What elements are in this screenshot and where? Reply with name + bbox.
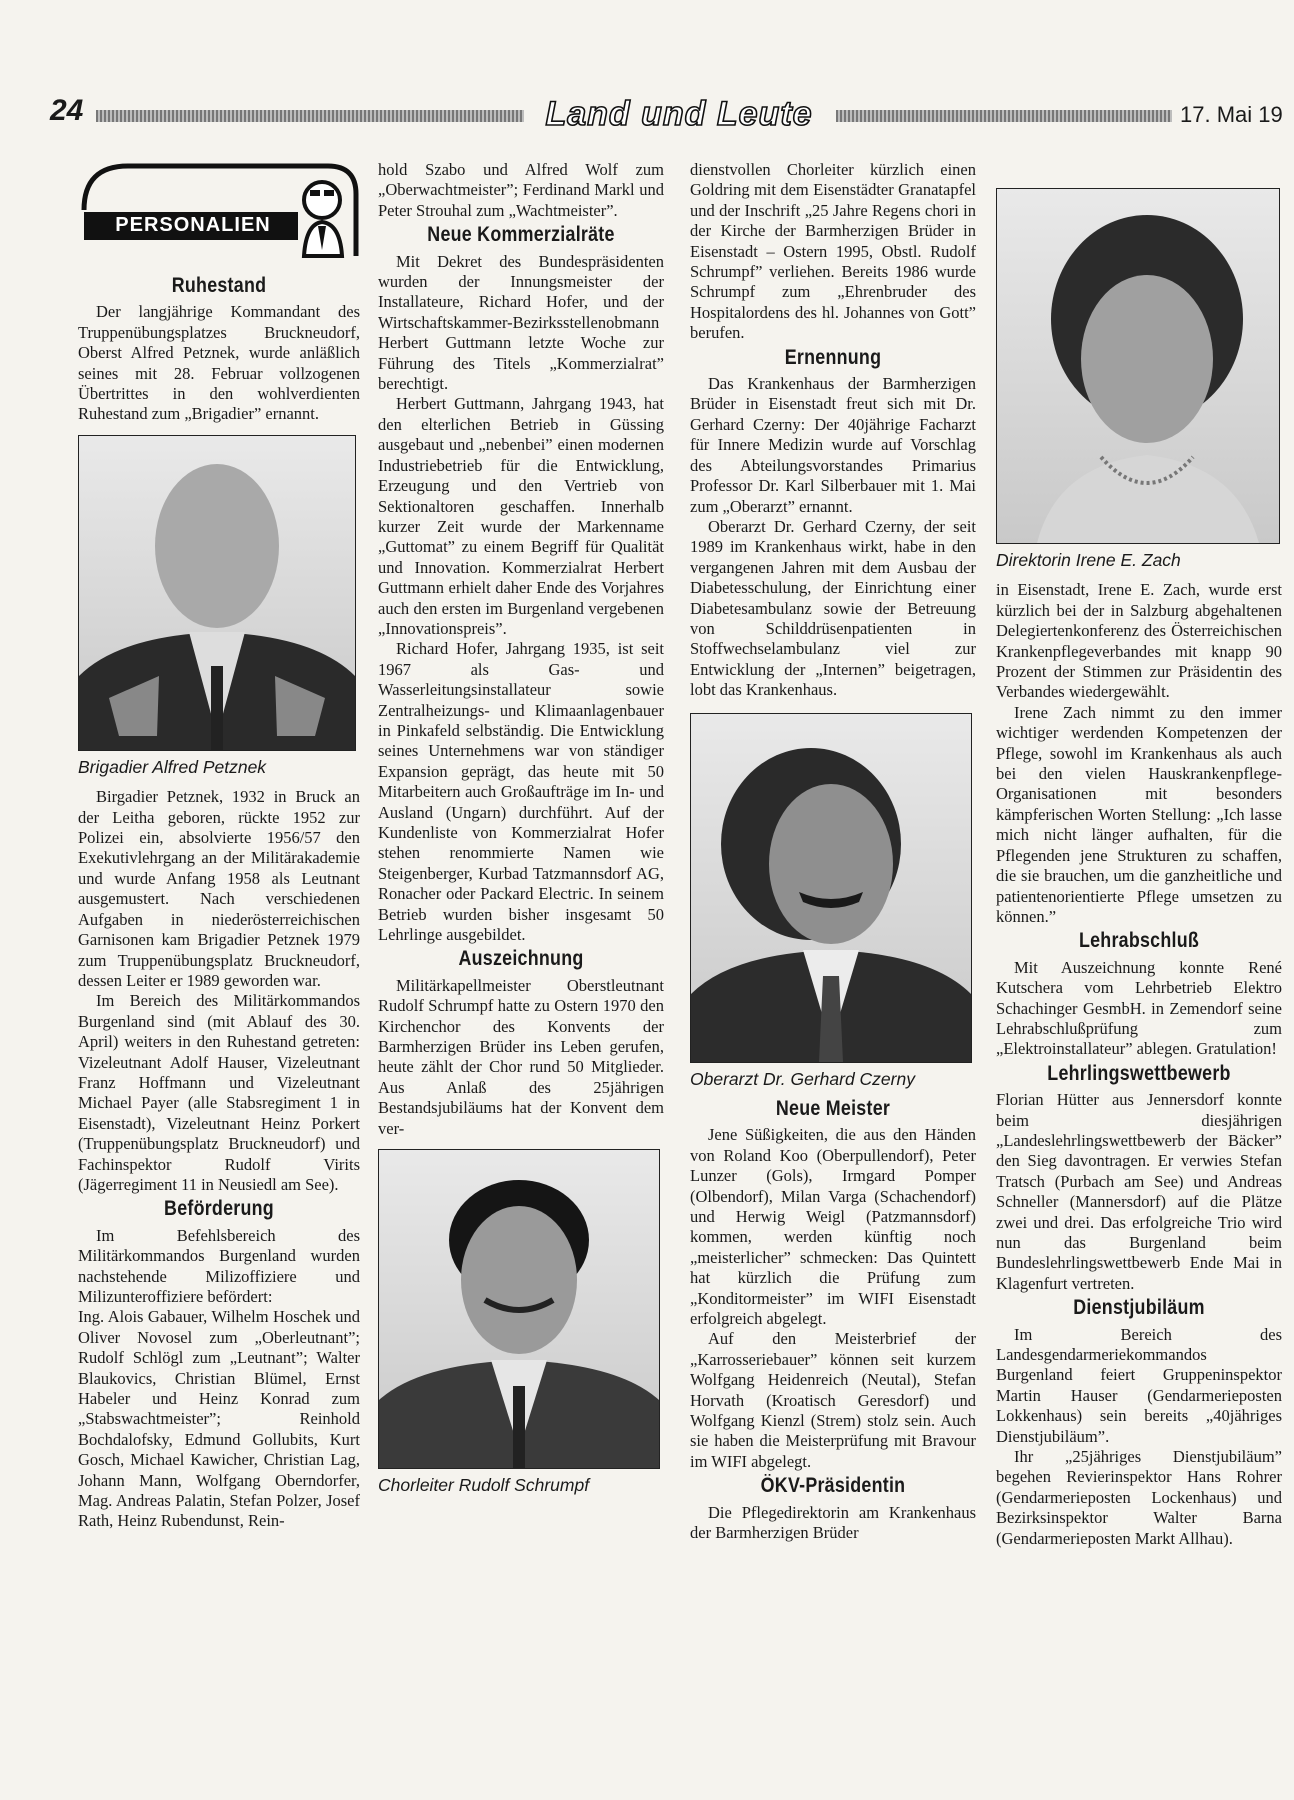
issue-date: 17. Mai 19 — [1180, 102, 1283, 127]
para-zach-election: in Eisenstadt, Irene E. Zach, wurde erst kürzlich bei der in Salzburg abgehaltenen Delegiertenkonferenz des Österreichischen Krankenpflegeverbandes mit knapp 90 Prozent der Stimmen zur Präsidentin des Verbandes wiedergewählt. — [996, 580, 1282, 702]
heading-befoerderung: Beförderung — [164, 1197, 274, 1221]
header-rule-right — [836, 110, 1172, 122]
photo-zach — [996, 188, 1280, 544]
para-schrumpf: Militärkapellmeister Oberstleutnant Rudolf Schrumpf hatte zu Ostern 1970 den Kirchenchor des Konvents der Barmherzigen Brüder ins Leben gerufen, heute zählt der Chor rund 50 Mitglieder. Aus Anlaß des 25jährigen Bestandsjubiläums hat der Konvent dem ver- — [378, 975, 664, 1138]
portrait-man-suit-icon — [691, 714, 971, 1062]
para-kommerzialraete-intro: Mit Dekret des Bundespräsidenten wurden der Innungsmeister der Installateure, Richard Hofer, und der Wirtschaftskammer-Bezirksstellenobmann Herbert Guttmann letzte Woche zur Führung des Titels „Kommerzialrat” berechtigt. — [378, 251, 664, 394]
heading-neue-meister: Neue Meister — [775, 1096, 891, 1120]
heading-lehrabschluss: Lehrabschluß — [1078, 929, 1200, 953]
personalien-label: PERSONALIEN — [115, 214, 271, 236]
page-number: 24 — [50, 94, 84, 127]
para-hauser-jubilaeum: Im Bereich des Landesgendarmeriekommandos Burgenland feiert Gruppeninspektor Martin Hauser (Gendarmerieposten Lokkenhaus) sein bereits „40jähriges Dienstjubiläum”. — [996, 1324, 1282, 1446]
personalien-rubric — [78, 160, 360, 270]
caption-petznek: Brigadier Alfred Petznek — [78, 756, 267, 777]
column-1 — [78, 160, 360, 1790]
para-karrosseriebauer: Auf den Meisterbrief der „Karrosseriebauer” können seit kurzem Wolfgang Heidenreich (Neutal), Stefan Horvath (Kroatisch Geresdorf) und Wolfgang Kienzl (Strem) stolz sein. Auch sie haben die Meisterprüfung mit Bravour im WIFI abgelegt. — [690, 1329, 976, 1471]
photo-schrumpf — [378, 1149, 660, 1469]
photo-petznek — [78, 435, 356, 751]
heading-oekv: ÖKV-Präsidentin — [760, 1474, 906, 1498]
portrait-woman-icon — [997, 189, 1279, 543]
heading-dienstjubilaeum: Dienstjubiläum — [1073, 1296, 1205, 1320]
caption-schrumpf: Chorleiter Rudolf Schrumpf — [378, 1475, 590, 1496]
masthead-logo: Land und Leute — [545, 95, 813, 133]
para-guttmann: Herbert Guttmann, Jahrgang 1943, hat den elterlichen Betrieb in Güssing ausgebaut und „nebenbei” einen modernen Industriebetrieb für die Entwicklung, Erzeugung und den Vertrieb von Sektionaltoren geschaffen. Innerhalb kurzer Zeit wurde der Markenname „Guttomat” zu einem Begriff für Qualität und Innovation. Kommerzialrat Herbert Guttmann erhielt daher Ende des Vorjahres auch den ersten im Burgenland vergebenen „Innovationspreis”. — [378, 394, 664, 638]
portrait-man-uniform-icon — [379, 1150, 659, 1468]
para-kutschera: Mit Auszeichnung konnte René Kutschera vom Lehrbetrieb Elektro Schachinger GesmbH. in Zemendorf seine Lehrabschlußprüfung zum „Elektroinstallateur” ablegen. Gratulation! — [996, 957, 1282, 1059]
portrait-man-uniform-icon — [79, 436, 355, 750]
heading-lehrlingswettbewerb: Lehrlingswettbewerb — [1047, 1061, 1231, 1085]
page-header — [0, 0, 1294, 150]
header-rule-left — [96, 110, 524, 122]
para-rohrer-barna: Ihr „25jähriges Dienstjubiläum” begehen Revierinspektor Hans Rohrer (Gendarmerieposten Lockenhaus) und Bezirksinspektor Walter Barna (Gendarmerieposten Markt Allhau). — [996, 1447, 1282, 1548]
caption-czerny: Oberarzt Dr. Gerhard Czerny — [690, 1068, 915, 1089]
para-petznek-career: Birgadier Petznek, 1932 in Bruck an der Leitha geboren, rückte 1952 zur Polizei ein, absolvierte 1956/57 den Exekutivlehrgang an der Militärakademie und wurde Anfang 1958 als Leutnant ausgemustert. Nach verschiedenen Aufgaben in niederösterreichischen Garnisonen kam Brigadier Petznek 1979 zum Truppenübungsplatz Bruckneudorf, dessen Leiter er 1989 geworden war. — [78, 787, 360, 990]
para-czerny-work: Oberarzt Dr. Gerhard Czerny, der seit 1989 im Krankenhaus wirkt, habe in den vergangenen Jahren mit dem Ausbau der Diabetesschulung, der Einrichtung einer Diabetesambulanz sowie der Betreuung von Schilddrüsenpatienten in Stoffwechselambulanz viel zur Entwicklung der „Internen” beigetragen, lobt das Krankenhaus. — [690, 516, 976, 700]
heading-ernennung: Ernennung — [784, 345, 882, 369]
para-schrumpf-cont: dienstvollen Chorleiter kürzlich einen Goldring mit dem Eisenstädter Granatapfel und der Inschrift „25 Jahre Regens chori in der Kirche der Barmherzigen Brüder in Eisenstadt – Ostern 1995, Obstl. Rudolf Schrumpf” verliehen. Bereits 1986 wurde Schrumpf zum „Ehrenbruder des Hospitalordens des hl. Johannes von Gott” berufen. — [690, 160, 976, 343]
heading-kommerzialraete: Neue Kommerzialräte — [427, 223, 615, 247]
para-czerny-intro: Das Krankenhaus der Barmherzigen Brüder in Eisenstadt freut sich mit Dr. Gerhard Czerny: Der 40jährige Facharzt für Innere Medizin wurde auf Vorschlag des Abteilungsvorstandes Primarius Professor Dr. Karl Silberbauer mit 1. Mai zum „Oberarzt” ernannt. — [690, 374, 976, 516]
heading-auszeichnung: Auszeichnung — [458, 947, 584, 971]
photo-czerny — [690, 713, 972, 1063]
para-baecker: Florian Hütter aus Jennersdorf konnte beim diesjährigen „Landeslehrlingswettbewerb der Bäcker” den Sieg davontragen. Er verwies Stefan Tratsch (Purbach am See) und Andreas Schneller (Mannersdorf) auf die Plätze zwei und drei. Das erfolgreiche Trio wird nun das Burgenland beim Bundeslehrlingswettbewerb Ende Mai in Klagenfurt vertreten. — [996, 1090, 1282, 1293]
para-ruhestand-more: Im Bereich des Militärkommandos Burgenland sind (mit Ablauf des 30. April) weiters in den Ruhestand getreten: Vizeleutnant Adolf Hauser, Vizeleutnant Franz Hoffmann und Vizeleutnant Michael Payer (alle Stabsregiment 1 in Eisenstadt), Vizeleutnant Heinz Porkert (Truppenübungsplatz Bruckneudorf) und Fachinspektor Rudolf Virits (Jägerregiment 11 in Neusiedl am See). — [78, 991, 360, 1194]
para-oekv-intro: Die Pflegedirektorin am Krankenhaus der Barmherzigen Brüder — [690, 1502, 976, 1543]
para-befoerderung-cont: hold Szabo und Alfred Wolf zum „Oberwachtmeister”; Ferdinand Markl und Peter Strouhal zum „Wachtmeister”. — [378, 160, 664, 220]
para-ruhestand-intro: Der langjährige Kommandant des Truppenübungsplatzes Bruckneudorf, Oberst Alfred Petznek, wurde anläßlich seines mit 28. Februar vollzogenen Übertrittes in den wohlverdienten Ruhestand zum „Brigadier” ernannt. — [78, 302, 360, 424]
para-befoerderung-intro: Im Befehlsbereich des Militärkommandos Burgenland wurden nachstehende Milizoffiziere und Milizunteroffiziere befördert: — [78, 1225, 360, 1306]
column-3 — [690, 160, 976, 1790]
para-hofer: Richard Hofer, Jahrgang 1935, ist seit 1967 als Gas- und Wasserleitungsinstallateur sowie Zentralheizungs- und Klimaanlagenbauer in Pinkafeld selbständig. Die Entwicklung seines Unternehmens war von ständiger Expansion geprägt, das heute mit 50 Mitarbeitern auch Großaufträge im In- und Ausland (Ungarn) durchführt. Auf der Kundenliste von Kommerzialrat Hofer stehen renommierte Namen wie Steigenberger, Kurbad Tatzmannsdorf AG, Ronacher oder Packard Electric. In seinem Betrieb wurden bisher insgesamt 50 Lehrlinge ausgebildet. — [378, 639, 664, 945]
para-zach-quote: Irene Zach nimmt zu den immer wichtiger werdenden Kompetenzen der Pflege, sowohl im Krankenhaus als auch bei den vielen Hauskrankenpflege-Organisationen mit besonders kämpferischen Worten Stellung: „Ich lasse mich nicht länger aufhalten, für die Pflegenden jene Strukturen zu schaffen, die sie brauchen, um die ganzheitliche und patientenorientierte Pflege umsetzen zu können.” — [996, 702, 1282, 926]
para-konditormeister: Jene Süßigkeiten, die aus den Händen von Roland Koo (Oberpullendorf), Peter Lunzer (Gols), Irmgard Pomper (Olbendorf), Milan Varga (Schachendorf) und Herwig Weigl (Patzmannsdorf) kommen, werden künftig noch „meisterlicher” schmecken: Das Quintett hat kürzlich die Prüfung zum „Konditormeister” im WIFI Eisenstadt erfolgreich abgelegt. — [690, 1125, 976, 1329]
column-4 — [996, 160, 1282, 1790]
caption-zach: Direktorin Irene E. Zach — [996, 550, 1181, 570]
para-befoerderung-list: Ing. Alois Gabauer, Wilhelm Hoschek und Oliver Novosel zum „Oberleutnant”; Rudolf Schlögl zum „Leutnant”; Walter Blaukovics, Christian Blümel, Ernst Habeler und Heinz Konrad zum „Stabswachtmeister”; Reinhold Bochdalofsky, Edmund Gollubits, Kurt Gosch, Michael Kawicher, Christian Lag, Johann Mann, Wolfgang Oberndorfer, Mag. Andreas Palatin, Stefan Polzer, Josef Rath, Heinz Rubendunst, Rein- — [78, 1307, 360, 1531]
heading-ruhestand: Ruhestand — [171, 274, 267, 297]
column-2 — [378, 160, 664, 1790]
